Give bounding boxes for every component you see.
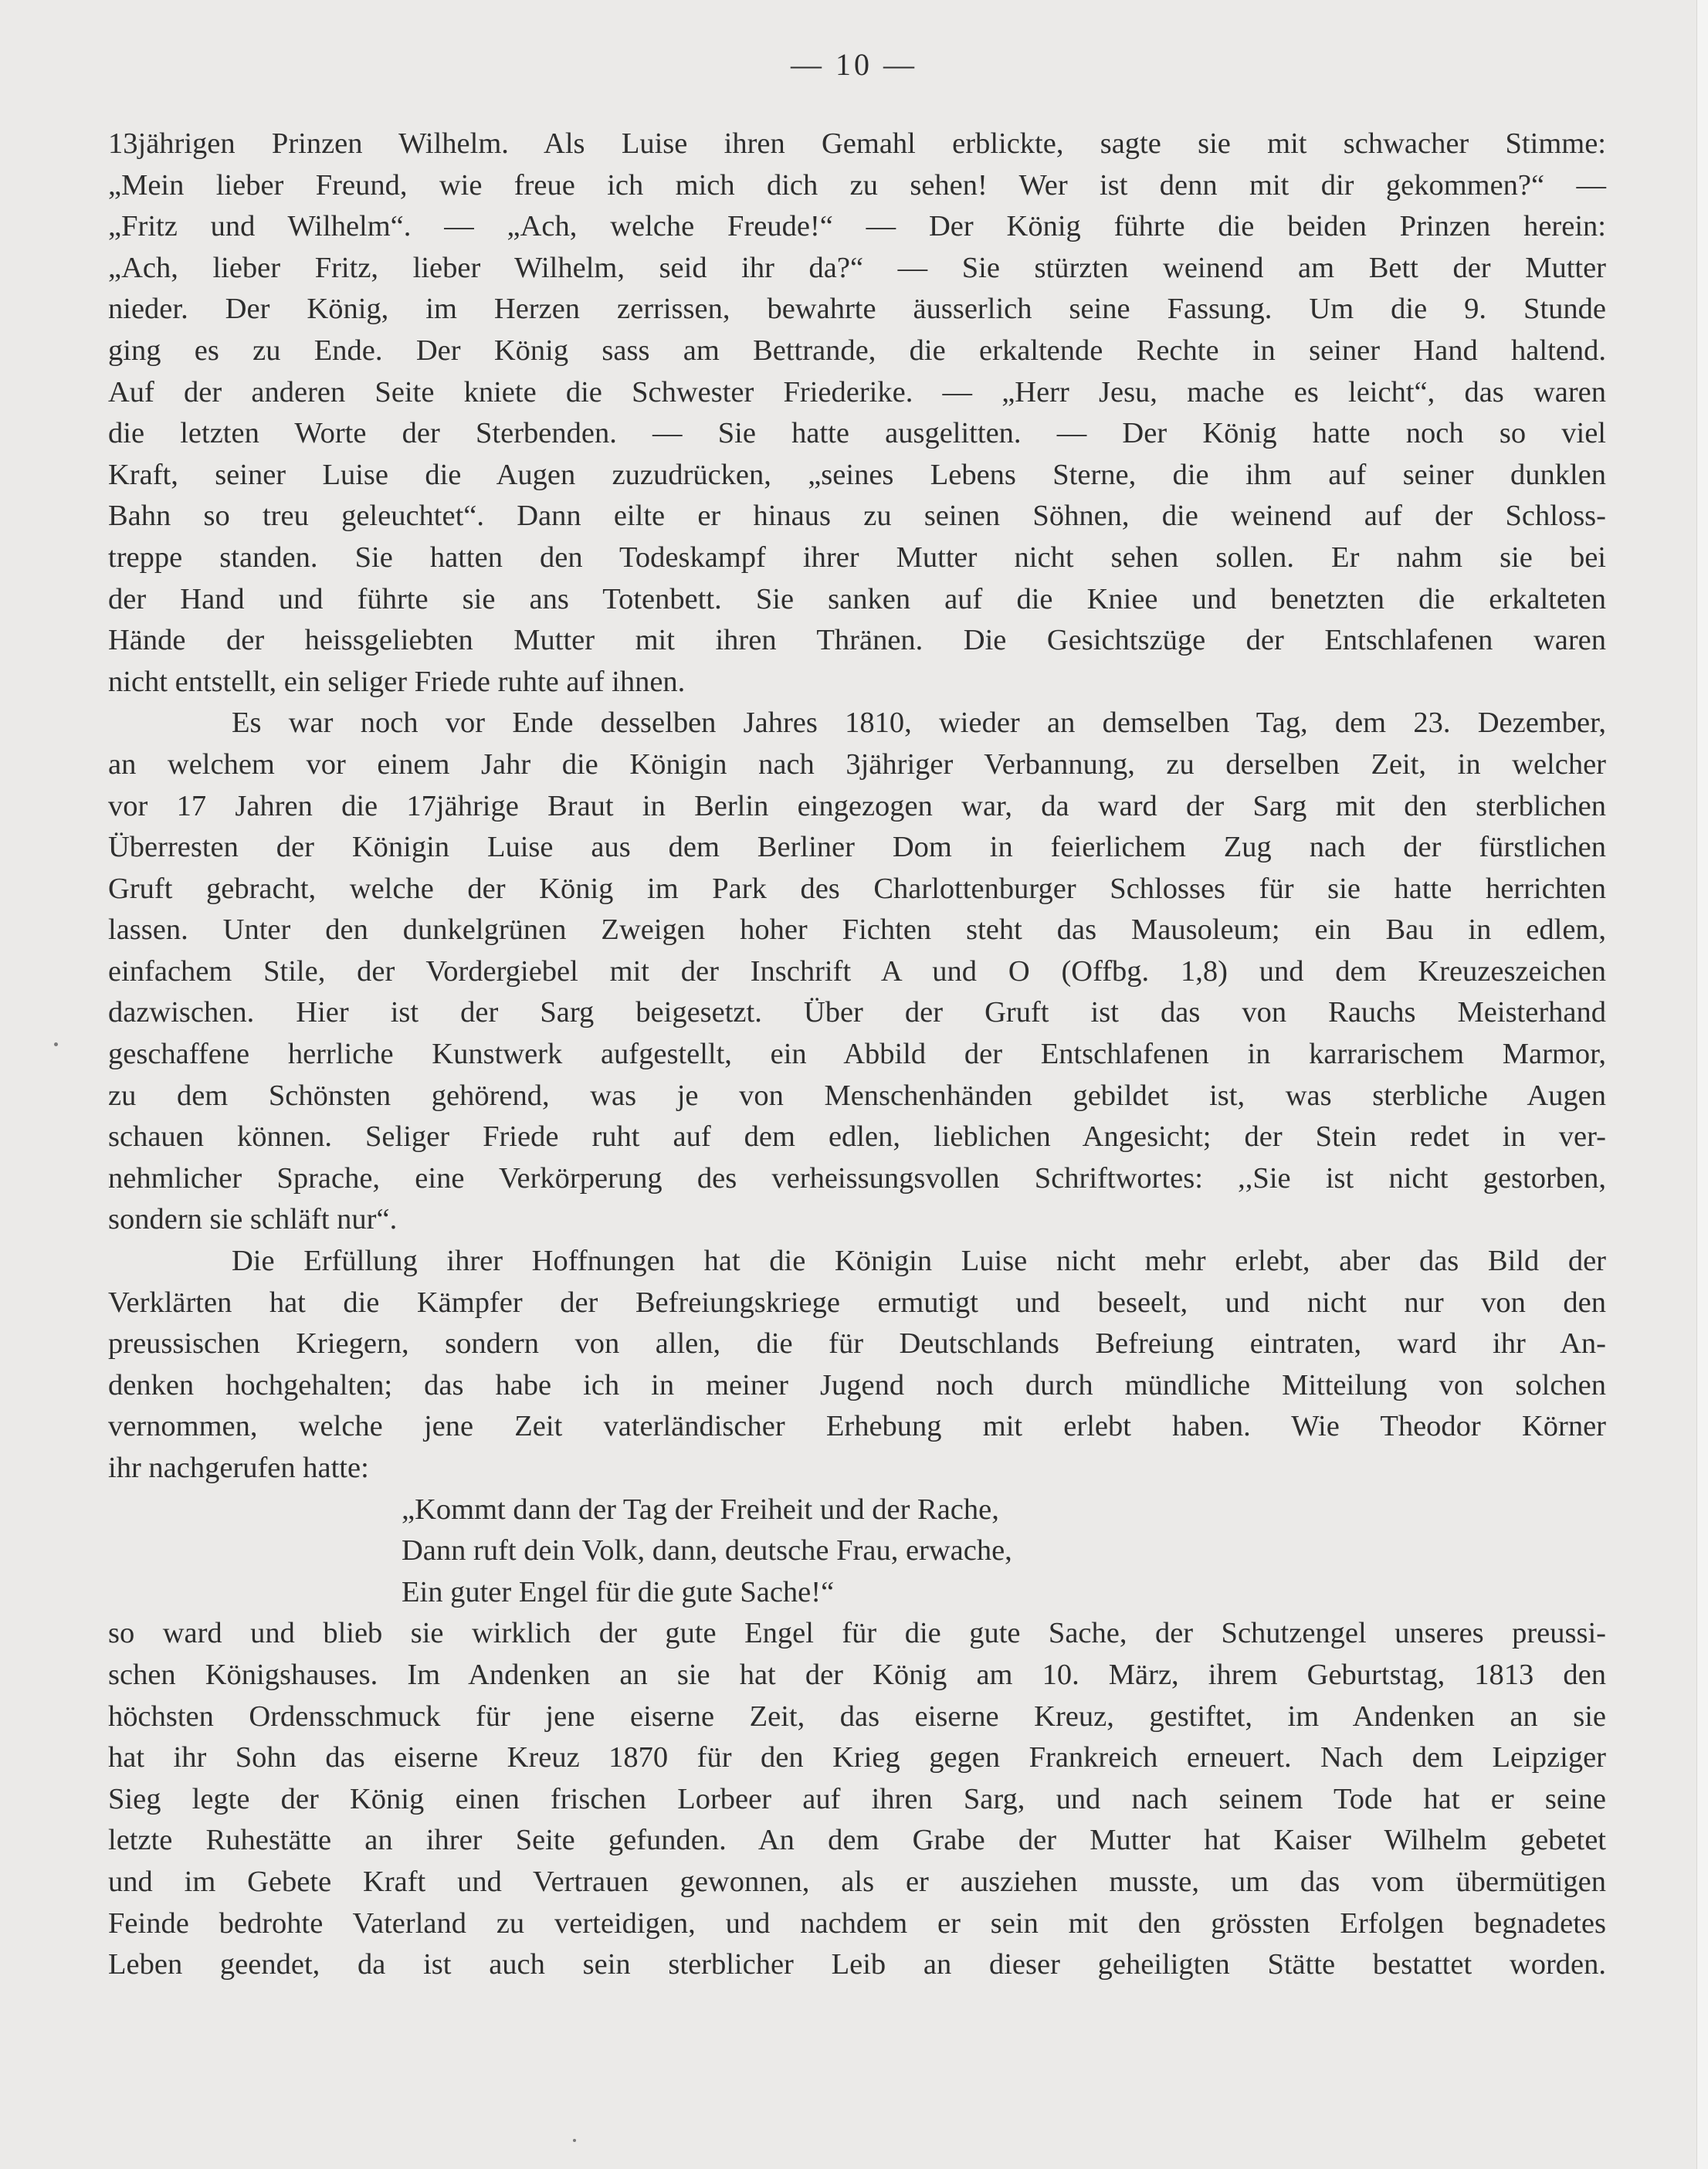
- text-line: 13jährigen Prinzen Wilhelm. Als Luise ihren Gemahl erblickte, sagte sie mit schwacher Stimme:: [108, 127, 1606, 160]
- text-line: höchsten Ordensschmuck für jene eiserne Zeit, das eiserne Kreuz, gestiftet, im Andenken an sie: [108, 1700, 1606, 1733]
- text-line: dazwischen. Hier ist der Sarg beigesetzt. Über der Gruft ist das von Rauchs Meisterhand: [108, 996, 1606, 1029]
- verse-line: „Kommt dann der Tag der Freiheit und der Rache,: [402, 1493, 999, 1526]
- text-line: die letzten Worte der Sterbenden. — Sie hatte ausgelitten. — Der König hatte noch so viel: [108, 417, 1606, 450]
- verse-line: Ein guter Engel für die gute Sache!“: [402, 1575, 835, 1608]
- text-line: Bahn so treu geleuchtet“. Dann eilte er hinaus zu seinen Söhnen, die weinend auf der Schloss-: [108, 500, 1606, 533]
- text-line: „Fritz und Wilhelm“. — „Ach, welche Freude!“ — Der König führte die beiden Prinzen herein:: [108, 210, 1606, 243]
- text-line: schauen können. Seliger Friede ruht auf dem edlen, lieblichen Angesicht; der Stein redet in ver-: [108, 1120, 1606, 1154]
- verse-line: Dann ruft dein Volk, dann, deutsche Frau, erwache,: [402, 1534, 1012, 1567]
- text-line: sondern sie schläft nur“.: [108, 1203, 398, 1236]
- text-line: vernommen, welche jene Zeit vaterländischer Erhebung mit erlebt haben. Wie Theodor Körner: [108, 1410, 1606, 1443]
- text-line: treppe standen. Sie hatten den Todeskampf ihrer Mutter nicht sehen sollen. Er nahm sie bei: [108, 541, 1606, 574]
- text-line: Hände der heissgeliebten Mutter mit ihren Thränen. Die Gesichtszüge der Entschlafenen waren: [108, 624, 1606, 657]
- text-line: denken hochgehalten; das habe ich in meiner Jugend noch durch mündliche Mitteilung von solchen: [108, 1368, 1606, 1401]
- text-line: der Hand und führte sie ans Totenbett. Sie sanken auf die Kniee und benetzten die erkalteten: [108, 582, 1606, 615]
- text-line: Verklärten hat die Kämpfer der Befreiungskriege ermutigt und beseelt, und nicht nur von den: [108, 1286, 1606, 1319]
- text-line: Es war noch vor Ende desselben Jahres 1810, wieder an demselben Tag, dem 23. Dezember,: [232, 707, 1606, 740]
- text-line: an welchem vor einem Jahr die Königin nach 3jähriger Verbannung, zu derselben Zeit, in welcher: [108, 747, 1606, 781]
- paragraph-1: [108, 124, 1606, 703]
- text-line: vor 17 Jahren die 17jährige Braut in Berlin eingezogen war, da ward der Sarg mit den sterblichen: [108, 789, 1606, 822]
- text-line: letzte Ruhestätte an ihrer Seite gefunden. An dem Grabe der Mutter hat Kaiser Wilhelm gebetet: [108, 1824, 1606, 1857]
- text-line: Sieg legte der König einen frischen Lorbeer auf ihren Sarg, und nach seinem Tode hat er seine: [108, 1782, 1606, 1815]
- text-line: so ward und blieb sie wirklich der gute Engel für die gute Sache, der Schutzengel unseres preussi-: [108, 1617, 1606, 1650]
- text-line: Überresten der Königin Luise aus dem Berliner Dom in feierlichem Zug nach der fürstlichen: [108, 831, 1606, 864]
- text-line: „Ach, lieber Fritz, lieber Wilhelm, seid ihr da?“ — Sie stürzten weinend am Bett der Mutter: [108, 251, 1606, 284]
- scan-speck: [54, 1042, 58, 1046]
- paragraph-3: [108, 1241, 1606, 1489]
- text-line: lassen. Unter den dunkelgrünen Zweigen hoher Fichten steht das Mausoleum; ein Bau in edlem,: [108, 913, 1606, 947]
- text-line: hat ihr Sohn das eiserne Kreuz 1870 für den Krieg gegen Frankreich erneuert. Nach dem Leipziger: [108, 1741, 1606, 1774]
- text-line: geschaffene herrliche Kunstwerk aufgestellt, ein Abbild der Entschlafenen in karrarischem Marmor,: [108, 1038, 1606, 1071]
- text-line: schen Königshauses. Im Andenken an sie hat der König am 10. März, ihrem Geburtstag, 1813 den: [108, 1658, 1606, 1691]
- page-number: — 10 —: [791, 47, 917, 82]
- text-line: nehmlicher Sprache, eine Verkörperung des verheissungsvollen Schriftwortes: ,,Sie ist nicht gestorben,: [108, 1161, 1606, 1195]
- text-line: nieder. Der König, im Herzen zerrissen, bewahrte äusserlich seine Fassung. Um die 9. Stunde: [108, 293, 1606, 326]
- text-line: ging es zu Ende. Der König sass am Bettrande, die erkaltende Rechte in seiner Hand haltend.: [108, 334, 1606, 367]
- text-line: Leben geendet, da ist auch sein sterblicher Leib an dieser geheiligten Stätte bestattet worden.: [108, 1948, 1606, 1981]
- paragraph-4: [108, 1613, 1606, 1985]
- verse-quotation: [108, 1489, 1606, 1614]
- scan-speck: [573, 2139, 576, 2142]
- text-line: Kraft, seiner Luise die Augen zuzudrücken, „seines Lebens Sterne, die ihm auf seiner dunklen: [108, 458, 1606, 491]
- text-line: „Mein lieber Freund, wie freue ich mich dich zu sehen! Wer ist denn mit dir gekommen?“ —: [108, 168, 1606, 202]
- text-line: preussischen Kriegern, sondern von allen, die für Deutschlands Befreiung eintraten, ward ihr An-: [108, 1327, 1606, 1361]
- page-edge: [1696, 0, 1708, 2169]
- body-text: [108, 124, 1606, 1986]
- text-line: zu dem Schönsten gehörend, was je von Menschenhänden gebildet ist, was sterbliche Augen: [108, 1079, 1606, 1112]
- paragraph-2: [108, 703, 1606, 1241]
- text-line: Gruft gebracht, welche der König im Park des Charlottenburger Schlosses für sie hatte herrichten: [108, 872, 1606, 905]
- text-line: Die Erfüllung ihrer Hoffnungen hat die Königin Luise nicht mehr erlebt, aber das Bild der: [232, 1245, 1606, 1278]
- text-line: Feinde bedrohte Vaterland zu verteidigen, und nachdem er sein mit den grössten Erfolgen begnadetes: [108, 1906, 1606, 1940]
- text-line: Auf der anderen Seite kniete die Schwester Friederike. — „Herr Jesu, mache es leicht“, das waren: [108, 375, 1606, 408]
- text-line: und im Gebete Kraft und Vertrauen gewonnen, als er ausziehen musste, um das vom übermütigen: [108, 1865, 1606, 1898]
- text-line: ihr nachgerufen hatte:: [108, 1452, 369, 1484]
- text-line: einfachem Stile, der Vordergiebel mit der Inschrift A und O (Offbg. 1,8) und dem Kreuzeszeichen: [108, 954, 1606, 988]
- text-line: nicht entstellt, ein seliger Friede ruhte auf ihnen.: [108, 665, 686, 698]
